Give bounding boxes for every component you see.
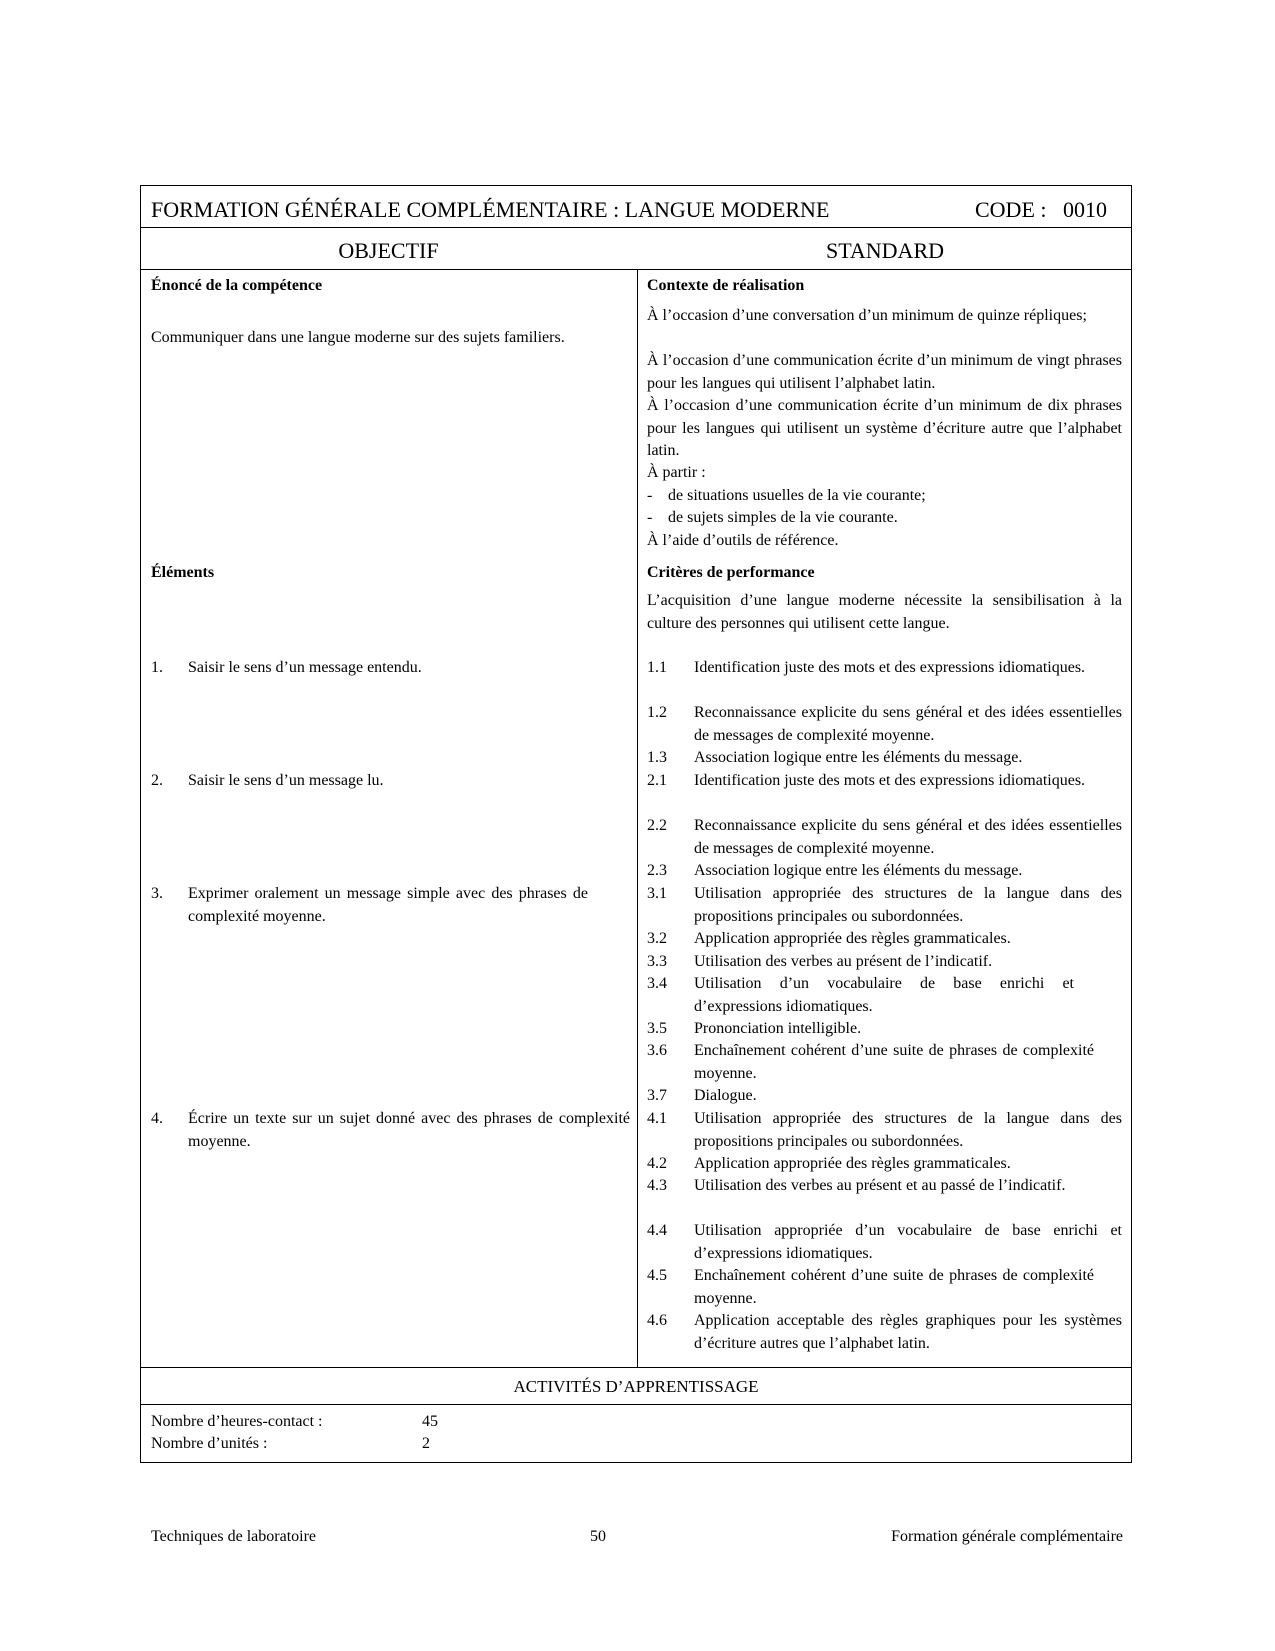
footer-right: Formation générale complémentaire [891, 1528, 1123, 1545]
critere-text: Utilisation appropriée des structures de la langue dans des propositions principales ou subordonnées. [694, 885, 1122, 925]
activities-top-divider [140, 1367, 1132, 1368]
critere-number: 4.4 [647, 1222, 667, 1239]
element-text: Saisir le sens d’un message entendu. [188, 659, 422, 676]
critere-text: Utilisation appropriée des structures de la langue dans des propositions principales ou subordonnées. [694, 1110, 1122, 1150]
critere-number: 4.6 [647, 1312, 667, 1329]
page-title-row [151, 193, 1131, 233]
element-number: 2. [151, 772, 163, 789]
criteres-heading: Critères de performance [647, 564, 815, 581]
element-number: 1. [151, 659, 163, 676]
critere-number: 2.1 [647, 772, 667, 789]
column-head-objectif: OBJECTIF [338, 238, 439, 263]
critere-number: 1.2 [647, 704, 667, 721]
critere-number: 3.2 [647, 930, 667, 947]
footer-left: Techniques de laboratoire [151, 1528, 317, 1545]
element-number: 4. [151, 1110, 163, 1127]
contexte-closing: À l’aide d’outils de référence. [647, 532, 839, 549]
critere-text: Association logique entre les éléments du message. [694, 862, 1023, 879]
critere-number: 3.3 [647, 953, 667, 970]
critere-number: 3.6 [647, 1042, 667, 1059]
competence-heading: Énoncé de la compétence [151, 277, 323, 294]
bullet-text: de situations usuelles de la vie courante; [668, 487, 926, 504]
hours-value: 45 [422, 1413, 438, 1430]
column-head-divider [140, 269, 1132, 270]
critere-text: Utilisation appropriée d’un vocabulaire de base enrichi et d’expressions idiomatiques. [694, 1222, 1122, 1262]
critere-text: Application appropriée des règles grammaticales. [694, 1155, 1011, 1172]
column-divider [637, 269, 638, 1367]
critere-number: 3.5 [647, 1020, 667, 1037]
bullet-dash: - [647, 487, 653, 504]
contexte-heading: Contexte de réalisation [647, 277, 805, 294]
units-row [151, 1433, 430, 1455]
footer-page-number: 50 [590, 1528, 606, 1545]
critere-text: Enchaînement cohérent d’une suite de phrases de complexité moyenne. [694, 1267, 1094, 1307]
critere-text: Dialogue. [694, 1087, 757, 1104]
critere-text: Reconnaissance explicite du sens général et des idées essentielles de messages de complexité moyenne. [694, 704, 1122, 744]
critere-text: Utilisation des verbes au présent de l’indicatif. [694, 953, 993, 970]
elements-heading: Éléments [151, 564, 215, 581]
critere-number: 3.1 [647, 885, 667, 902]
critere-number: 4.2 [647, 1155, 667, 1172]
critere-text: Reconnaissance explicite du sens général et des idées essentielles de messages de complexité moyenne. [694, 817, 1122, 857]
critere-text: Utilisation d’un vocabulaire de base enrichi et d’expressions idiomatiques. [694, 975, 1074, 1015]
units-label: Nombre d’unités : [151, 1435, 268, 1452]
critere-text: Identification juste des mots et des expressions idiomatiques. [694, 772, 1086, 789]
critere-text: Association logique entre les éléments du message. [694, 749, 1023, 766]
units-value: 2 [422, 1435, 430, 1452]
critere-number: 4.5 [647, 1267, 667, 1284]
critere-text: Application acceptable des règles graphiques pour les systèmes d’écriture autres que l’alphabet latin. [694, 1312, 1122, 1352]
critere-number: 2.3 [647, 862, 667, 879]
contexte-paragraph: À l’occasion d’une conversation d’un minimum de quinze répliques; [647, 307, 1087, 324]
element-text: Écrire un texte sur un sujet donné avec des phrases de complexité moyenne. [188, 1110, 630, 1150]
contexte-paragraph: À l’occasion d’une communication écrite d’un minimum de vingt phrases pour les langues qui utilisent l’alphabet latin. [647, 352, 1122, 392]
element-text: Exprimer oralement un message simple avec des phrases de complexité moyenne. [188, 885, 588, 925]
critere-number: 4.3 [647, 1177, 667, 1194]
column-head-standard: STANDARD [825, 238, 945, 263]
critere-number: 1.3 [647, 749, 667, 766]
activities-heading: ACTIVITÉS D’APPRENTISSAGE [513, 1377, 759, 1396]
bullet-text: de sujets simples de la vie courante. [668, 509, 898, 526]
critere-number: 2.2 [647, 817, 667, 834]
hours-row [151, 1411, 438, 1433]
bullet-dash: - [647, 509, 653, 526]
critere-number: 4.1 [647, 1110, 667, 1127]
critere-number: 1.1 [647, 659, 667, 676]
page-title: FORMATION GÉNÉRALE COMPLÉMENTAIRE : LANGUE MODERNE [151, 197, 830, 222]
critere-text: Prononciation intelligible. [694, 1020, 862, 1037]
contexte-paragraph: À l’occasion d’une communication écrite d’un minimum de dix phrases pour les langues qui utilisent un système d’écriture autre que l’alphabet latin. [647, 397, 1122, 459]
hours-label: Nombre d’heures-contact : [151, 1413, 323, 1430]
course-code: CODE : 0010 [975, 197, 1107, 222]
critere-text: Application appropriée des règles grammaticales. [694, 930, 1011, 947]
critere-text: Utilisation des verbes au présent et au passé de l’indicatif. [694, 1177, 1066, 1194]
element-number: 3. [151, 885, 163, 902]
contexte-paragraph: À partir : [647, 464, 706, 481]
critere-text: Enchaînement cohérent d’une suite de phrases de complexité moyenne. [694, 1042, 1094, 1082]
critere-number: 3.7 [647, 1087, 667, 1104]
competence-text: Communiquer dans une langue moderne sur des sujets familiers. [151, 329, 565, 346]
critere-text: Identification juste des mots et des expressions idiomatiques. [694, 659, 1086, 676]
criteres-intro: L’acquisition d’une langue moderne nécessite la sensibilisation à la culture des personnes qui utilisent cette langue. [647, 592, 1122, 632]
element-text: Saisir le sens d’un message lu. [188, 772, 384, 789]
activities-bottom-divider [140, 1404, 1132, 1405]
critere-number: 3.4 [647, 975, 667, 992]
